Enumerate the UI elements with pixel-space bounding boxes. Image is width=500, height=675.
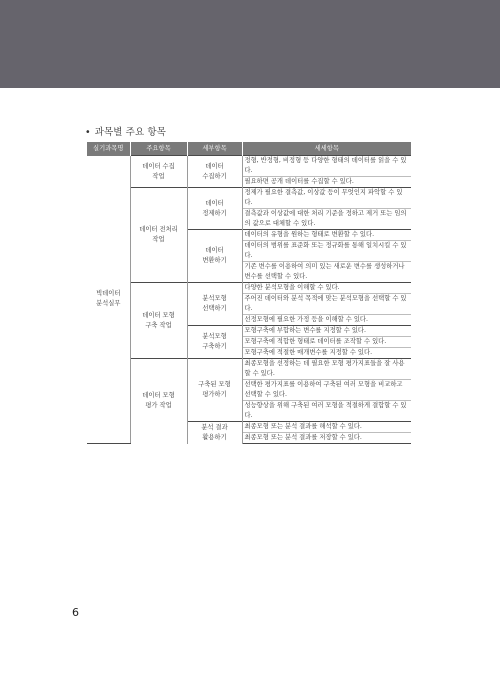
table-row bbox=[87, 188, 411, 209]
detail-cell: 모형구축에 부합하는 변수를 지정할 수 있다. bbox=[242, 326, 411, 337]
detail-cell: 성능향상을 위해 구축된 여러 모형을 적절하게 결합할 수 있다. bbox=[242, 401, 411, 422]
detail-cell: 최종모형 또는 분석 결과를 저장할 수 있다. bbox=[242, 433, 411, 444]
section-heading bbox=[85, 124, 166, 138]
sub-item-cell: 분석 결과 활용하기 bbox=[187, 422, 242, 444]
page-number: 6 bbox=[72, 606, 79, 619]
detail-cell: 선정모형에 필요한 가정 등을 이해할 수 있다. bbox=[242, 315, 411, 326]
detail-cell: 정제가 필요한 결측값, 이상값 등이 무엇인지 파악할 수 있다. bbox=[242, 188, 411, 209]
main-item-cell: 데이터 수집 작업 bbox=[130, 156, 187, 188]
detail-cell: 데이터의 유형을 원하는 형태로 변환할 수 있다. bbox=[242, 230, 411, 241]
subject-cell: 빅데이터 분석실무 bbox=[87, 156, 130, 444]
sub-item-cell: 구축된 모형 평가하기 bbox=[187, 359, 242, 422]
table-row bbox=[87, 156, 411, 177]
header-main-item: 주요항목 bbox=[130, 142, 187, 156]
detail-cell: 기존 변수를 이용하여 의미 있는 새로운 변수를 생성하거나 변수를 선택할 수 있다. bbox=[242, 262, 411, 283]
sub-item-cell: 데이터 정제하기 bbox=[187, 188, 242, 230]
detail-cell: 주어진 데이터와 분석 목적에 맞는 분석모형을 선택할 수 있다. bbox=[242, 294, 411, 315]
detail-cell: 모형구축에 적절한 매개변수를 지정할 수 있다. bbox=[242, 348, 411, 359]
sub-item-cell: 데이터 변환하기 bbox=[187, 230, 242, 283]
sub-item-cell: 분석모형 선택하기 bbox=[187, 283, 242, 326]
header-subject: 실기과목명 bbox=[87, 142, 130, 156]
sub-item-cell: 분석모형 구축하기 bbox=[187, 326, 242, 359]
detail-cell: 정형, 반정형, 비정형 등 다양한 형태의 데이터를 읽을 수 있다. bbox=[242, 156, 411, 177]
detail-cell: 모형구축에 적합한 형태로 데이터를 조작할 수 있다. bbox=[242, 337, 411, 348]
table-row bbox=[87, 359, 411, 380]
detail-cell: 최종모형 또는 분석 결과를 해석할 수 있다. bbox=[242, 422, 411, 433]
bullet-icon: • bbox=[85, 127, 91, 138]
header-detail-item: 세세항목 bbox=[242, 142, 411, 156]
detail-cell: 최종모형을 선정하는 데 필요한 모형 평가지표들을 잘 사용할 수 있다. bbox=[242, 359, 411, 380]
main-item-cell: 데이터 모형 구축 작업 bbox=[130, 283, 187, 359]
detail-cell: 데이터의 범위를 표준화 또는 정규화를 통해 일치시킬 수 있다. bbox=[242, 241, 411, 262]
detail-cell: 선택한 평가지표를 이용하여 구축된 여러 모형을 비교하고 선택할 수 있다. bbox=[242, 380, 411, 401]
header-band bbox=[0, 0, 500, 88]
detail-cell: 결측값과 이상값에 대한 처리 기준을 정하고 제거 또는 임의의 값으로 대체할 수 있다. bbox=[242, 209, 411, 230]
header-sub-item: 세부항목 bbox=[187, 142, 242, 156]
detail-cell: 필요하면 공개 데이터를 수집할 수 있다. bbox=[242, 177, 411, 188]
sub-item-cell: 데이터 수집하기 bbox=[187, 156, 242, 188]
table-header-row bbox=[87, 142, 411, 156]
subject-items-table bbox=[87, 142, 411, 444]
detail-cell: 다양한 분석모형을 이해할 수 있다. bbox=[242, 283, 411, 294]
main-item-cell: 데이터 모형 평가 작업 bbox=[130, 359, 187, 444]
section-heading-text: 과목별 주요 항목 bbox=[94, 127, 166, 138]
main-item-cell: 데이터 전처리 작업 bbox=[130, 188, 187, 283]
table-row bbox=[87, 283, 411, 294]
